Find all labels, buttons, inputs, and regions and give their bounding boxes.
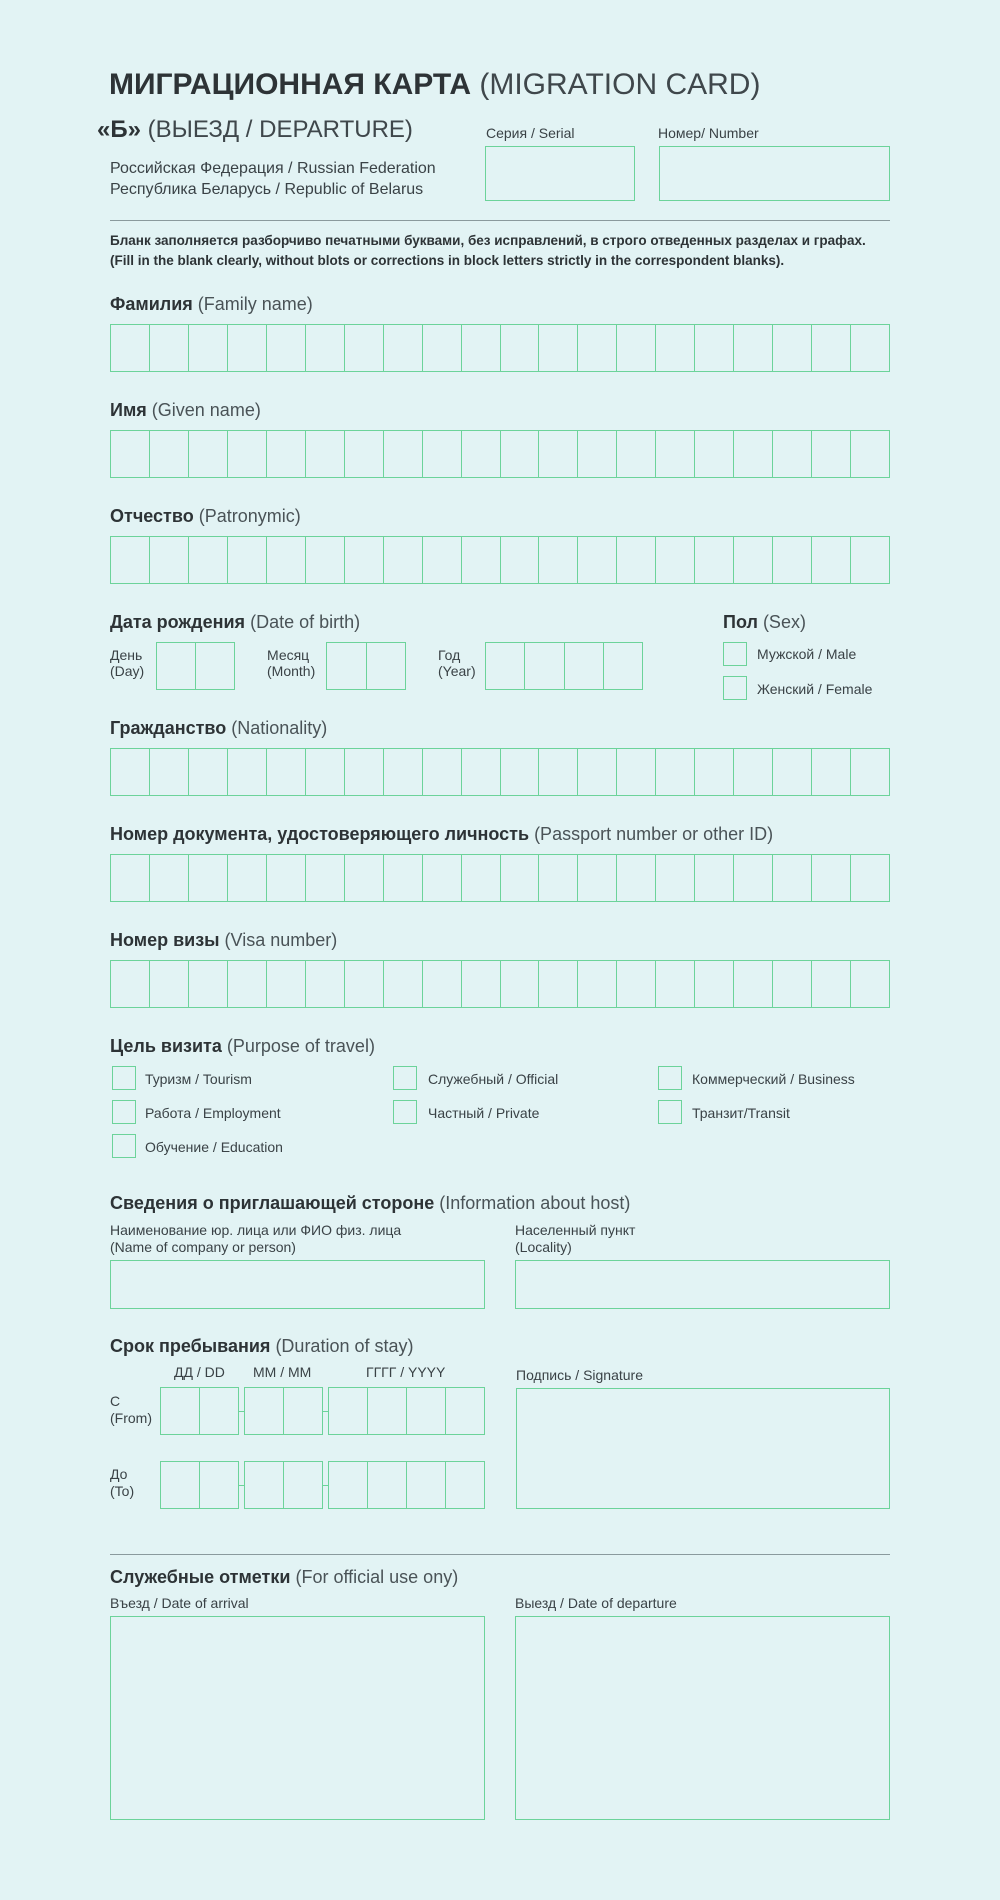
sex-en: (Sex) — [762, 612, 806, 632]
stay-en: (Duration of stay) — [275, 1336, 414, 1356]
stay-mm-header: ММ / MM — [253, 1364, 312, 1380]
serial-label: Серия / Serial — [486, 125, 575, 141]
country-russia: Российская Федерация / Russian Federation — [110, 160, 436, 177]
stay-to-label: До — [110, 1466, 128, 1482]
passport-en: (Passport number or other ID) — [534, 824, 774, 844]
stay-from-day-grid[interactable] — [160, 1387, 239, 1435]
official-ru: Служебные отметки — [110, 1567, 291, 1587]
departure-field[interactable] — [515, 1616, 890, 1820]
sex-ru: Пол — [723, 612, 758, 632]
visa-ru: Номер визы — [110, 930, 220, 950]
host-label — [110, 1193, 630, 1214]
purpose-label — [110, 1036, 375, 1057]
host-name-label: Наименование юр. лица или ФИО физ. лица — [110, 1222, 402, 1238]
visa-label — [110, 930, 337, 951]
purpose-private-label: Частный / Private — [428, 1105, 540, 1121]
header-divider — [110, 220, 890, 221]
host-name-field[interactable] — [110, 1260, 485, 1309]
signature-label: Подпись / Signature — [516, 1367, 644, 1383]
family-name-label — [110, 294, 313, 315]
serial-field[interactable] — [485, 146, 635, 201]
patronymic-label — [110, 506, 301, 527]
passport-grid[interactable] — [110, 854, 890, 902]
passport-label — [110, 824, 773, 845]
sex-label — [723, 612, 806, 633]
subtitle-bold: «Б» — [97, 116, 141, 143]
instructions-en: (Fill in the blank clearly, without blots or corrections in block letters strictly in the correspondent blanks). — [110, 253, 785, 268]
stay-ru: Срок пребывания — [110, 1336, 271, 1356]
nationality-label — [110, 718, 327, 739]
purpose-transit-checkbox[interactable] — [658, 1100, 682, 1124]
stay-from-label: С — [110, 1393, 121, 1409]
purpose-private-checkbox[interactable] — [393, 1100, 417, 1124]
host-en: (Information about host) — [439, 1193, 631, 1213]
purpose-education-checkbox[interactable] — [112, 1134, 136, 1158]
stay-to-year-grid[interactable] — [328, 1461, 485, 1509]
stay-dd-header: ДД / DD — [174, 1364, 225, 1380]
title-bold: МИГРАЦИОННАЯ КАРТА — [109, 68, 471, 101]
purpose-employment-checkbox[interactable] — [112, 1100, 136, 1124]
purpose-official-checkbox[interactable] — [393, 1066, 417, 1090]
dob-day-grid[interactable] — [156, 642, 235, 690]
dob-year-grid[interactable] — [485, 642, 643, 690]
nationality-grid[interactable] — [110, 748, 890, 796]
purpose-tourism-checkbox[interactable] — [112, 1066, 136, 1090]
stay-from-month-grid[interactable] — [244, 1387, 323, 1435]
sex-male-label: Мужской / Male — [757, 646, 857, 662]
host-locality-field[interactable] — [515, 1260, 890, 1309]
nationality-en: (Nationality) — [231, 718, 328, 738]
dob-day-label-en: (Day) — [110, 663, 145, 679]
host-name-label-en: (Name of company or person) — [110, 1239, 296, 1255]
patronymic-en: (Patronymic) — [198, 506, 301, 526]
official-en: (For official use ony) — [295, 1567, 459, 1587]
sex-male-checkbox[interactable] — [723, 642, 747, 666]
purpose-tourism-label: Туризм / Tourism — [145, 1071, 252, 1087]
visa-en: (Visa number) — [224, 930, 338, 950]
sex-female-label: Женский / Female — [757, 681, 873, 697]
passport-ru: Номер документа, удостоверяющего личность — [110, 824, 530, 844]
nationality-ru: Гражданство — [110, 718, 227, 738]
official-divider — [110, 1554, 890, 1555]
dob-year-label-en: (Year) — [438, 663, 476, 679]
number-label: Номер/ Number — [658, 125, 759, 141]
departure-label: Выезд / Date of departure — [515, 1595, 677, 1611]
purpose-ru: Цель визита — [110, 1036, 222, 1056]
dob-day-label: День — [110, 647, 143, 663]
subtitle — [97, 116, 413, 144]
stay-from-year-grid[interactable] — [328, 1387, 485, 1435]
page-title — [109, 68, 760, 102]
given-name-ru: Имя — [110, 400, 147, 420]
family-name-grid[interactable] — [110, 324, 890, 372]
visa-grid[interactable] — [110, 960, 890, 1008]
purpose-transit-label: Транзит/Transit — [692, 1105, 790, 1121]
arrival-label: Въезд / Date of arrival — [110, 1595, 249, 1611]
subtitle-light: (ВЫЕЗД / DEPARTURE) — [147, 116, 413, 143]
title-light: (MIGRATION CARD) — [479, 68, 761, 101]
dob-label — [110, 612, 360, 633]
stay-from-label-en: (From) — [110, 1410, 152, 1426]
host-locality-label-en: (Locality) — [515, 1239, 572, 1255]
dob-en: (Date of birth) — [250, 612, 361, 632]
purpose-business-label: Коммерческий / Business — [692, 1071, 855, 1087]
given-name-label — [110, 400, 261, 421]
dob-year-label: Год — [438, 647, 461, 663]
purpose-business-checkbox[interactable] — [658, 1066, 682, 1090]
family-name-ru: Фамилия — [110, 294, 193, 314]
patronymic-grid[interactable] — [110, 536, 890, 584]
purpose-official-label: Служебный / Official — [428, 1071, 559, 1087]
official-label — [110, 1567, 458, 1588]
given-name-grid[interactable] — [110, 430, 890, 478]
number-field[interactable] — [659, 146, 890, 201]
signature-field[interactable] — [516, 1388, 890, 1509]
host-ru: Сведения о приглашающей стороне — [110, 1193, 435, 1213]
stay-to-label-en: (To) — [110, 1483, 135, 1499]
purpose-employment-label: Работа / Employment — [145, 1105, 281, 1121]
sex-female-checkbox[interactable] — [723, 676, 747, 700]
dob-month-label: Месяц — [267, 647, 310, 663]
given-name-en: (Given name) — [151, 400, 261, 420]
stay-to-day-grid[interactable] — [160, 1461, 239, 1509]
arrival-field[interactable] — [110, 1616, 485, 1820]
instructions-ru: Бланк заполняется разборчиво печатными буквами, без исправлений, в строго отведенных разделах и графах. — [110, 233, 866, 248]
country-belarus: Республика Беларусь / Republic of Belarus — [110, 181, 424, 198]
dob-ru: Дата рождения — [110, 612, 246, 632]
dob-month-label-en: (Month) — [267, 663, 316, 679]
stay-label — [110, 1336, 414, 1357]
patronymic-ru: Отчество — [110, 506, 194, 526]
family-name-en: (Family name) — [197, 294, 313, 314]
host-locality-label: Населенный пункт — [515, 1222, 636, 1238]
purpose-education-label: Обучение / Education — [145, 1139, 283, 1155]
stay-yyyy-header: ГГГГ / YYYY — [366, 1364, 446, 1380]
purpose-en: (Purpose of travel) — [226, 1036, 375, 1056]
dob-month-grid[interactable] — [326, 642, 406, 690]
stay-to-month-grid[interactable] — [244, 1461, 323, 1509]
